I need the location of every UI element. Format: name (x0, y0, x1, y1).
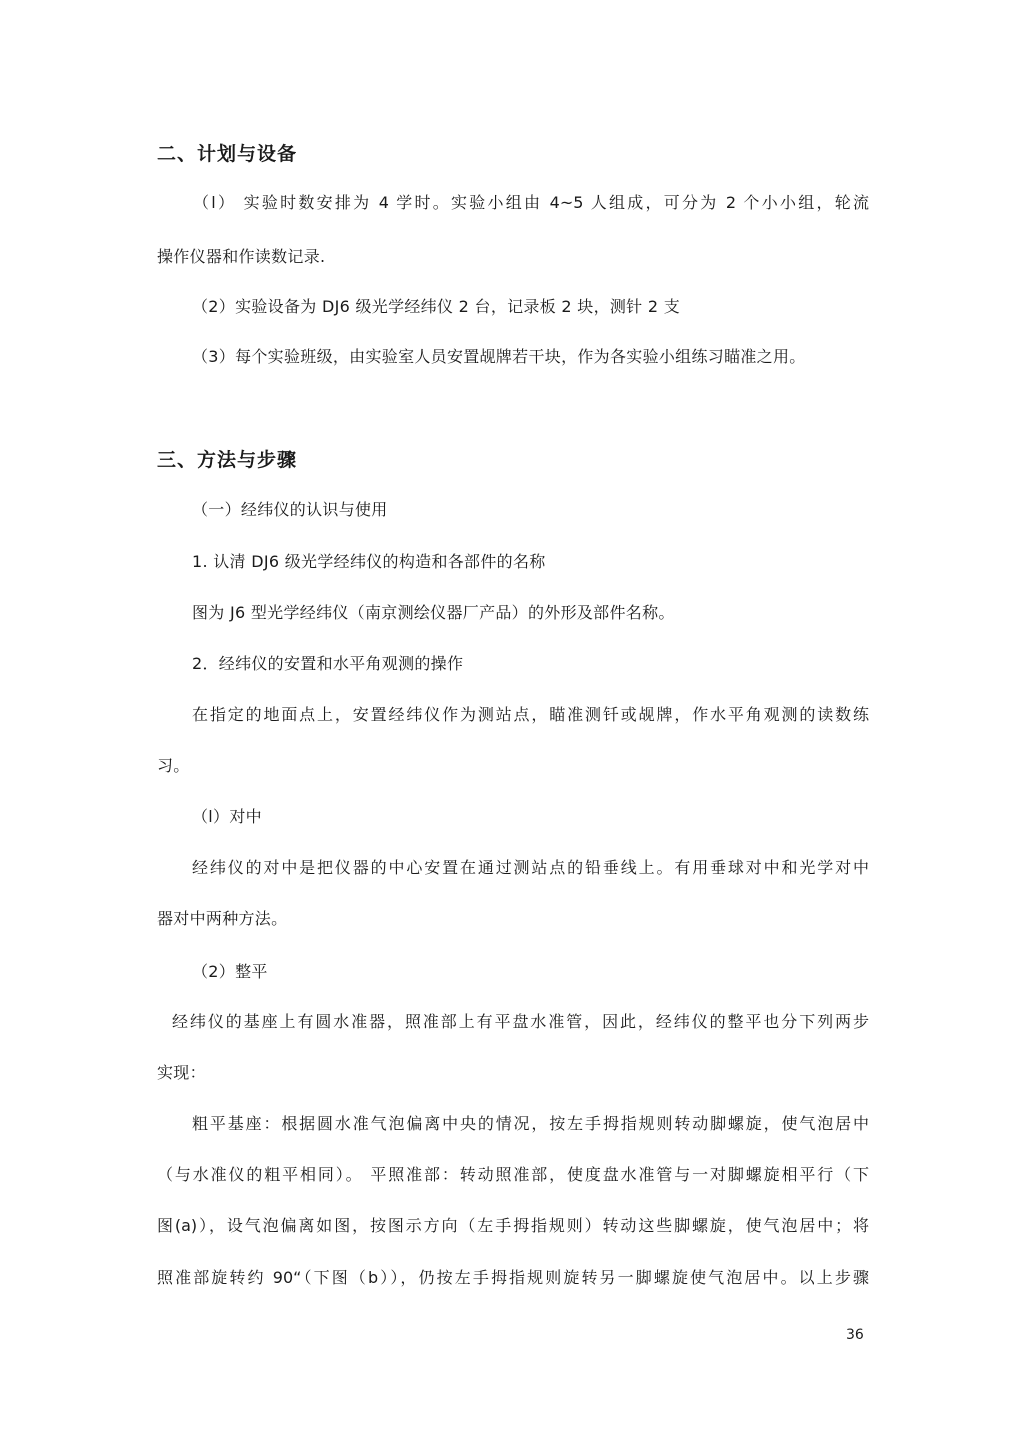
centering-paragraph-line1: 经纬仪的对中是把仪器的中心安置在通过测站点的铅垂线上。有用垂球对中和光学对中 (192, 858, 869, 877)
leveling-paragraph-line1: 经纬仪的基座上有圆水准器，照准部上有平盘水准管，因此，经纬仪的整平也分下列两步 (172, 1012, 869, 1031)
paragraph-item2: （2）实验设备为 DJ6 级光学经纬仪 2 台，记录板 2 块，测针 2 支 (192, 297, 681, 316)
centering-paragraph-line2: 器对中两种方法。 (157, 909, 288, 928)
page-number: 36 (846, 1327, 864, 1343)
rough-leveling-line3: 图(a)），设气泡偏离如图，按图示方向（左手拇指规则）转动这些脚螺旋，使气泡居中；将 (157, 1216, 869, 1235)
step2-description-line1: 在指定的地面点上，安置经纬仪作为测站点，瞄准测钎或觇牌，作水平角观测的读数练 (192, 705, 869, 724)
section-heading-methods-steps: 三、方法与步骤 (157, 449, 298, 471)
leveling-title: （2）整平 (192, 962, 268, 981)
section-heading-plan-equipment: 二、计划与设备 (157, 143, 298, 165)
rough-leveling-line4: 照准部旋转约 90“（下图（b）），仍按左手拇指规则旋转另一脚螺旋使气泡居中。以上步骤 (157, 1268, 869, 1287)
rough-leveling-line1: 粗平基座：根据圆水准气泡偏离中央的情况，按左手拇指规则转动脚螺旋，使气泡居中 (192, 1114, 869, 1133)
centering-title: （l）对中 (192, 807, 262, 826)
step2-title: 2．经纬仪的安置和水平角观测的操作 (192, 654, 464, 673)
paragraph-item1-line2: 操作仪器和作读数记录. (157, 247, 326, 266)
step1-description: 图为 J6 型光学经纬仪（南京测绘仪器厂产品）的外形及部件名称。 (192, 603, 675, 622)
leveling-paragraph-line2: 实现： (157, 1063, 206, 1082)
step2-description-line2: 习。 (157, 756, 190, 775)
rough-leveling-line2: （与水准仪的粗平相同）。 平照准部：转动照准部，使度盘水准管与一对脚螺旋相平行（下 (157, 1165, 869, 1184)
step1-title: 1. 认清 DJ6 级光学经纬仪的构造和各部件的名称 (192, 552, 546, 571)
paragraph-item1-line1: （l） 实验时数安排为 4 学时。实验小组由 4~5 人组成，可分为 2 个小小组，轮流 (193, 193, 869, 212)
subsection-title-theodolite: （一）经纬仪的认识与使用 (192, 500, 388, 519)
paragraph-item3: （3）每个实验班级，由实验室人员安置觇牌若干块，作为各实验小组练习瞄准之用。 (192, 347, 806, 366)
